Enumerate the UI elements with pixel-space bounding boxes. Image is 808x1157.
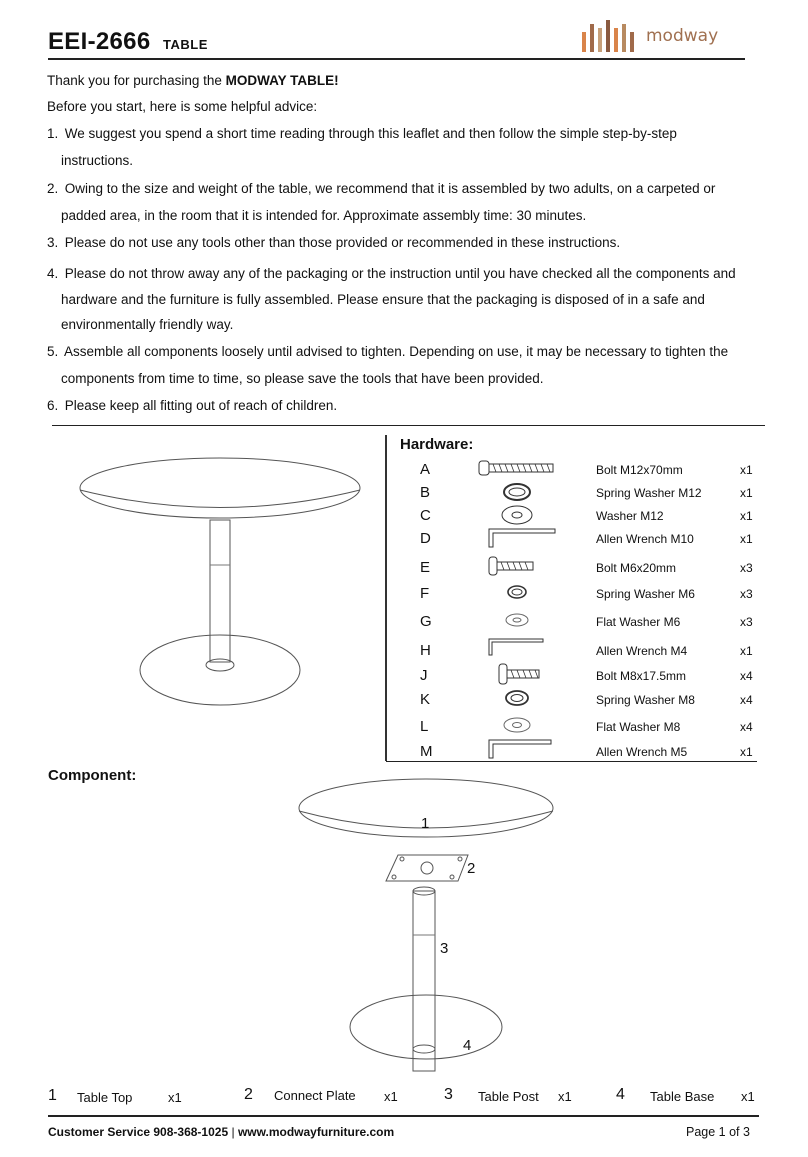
hardware-row: G Flat Washer M6 x3 bbox=[420, 613, 756, 633]
flat-washer-icon bbox=[475, 713, 615, 739]
bolt-icon bbox=[475, 554, 615, 580]
hardware-bottom-line bbox=[386, 761, 757, 762]
component-title: Component: bbox=[48, 767, 137, 784]
hardware-name: Bolt M12x70mm bbox=[596, 463, 683, 477]
spring-washer-icon bbox=[475, 580, 615, 606]
hardware-qty: x1 bbox=[740, 463, 753, 477]
flat-washer-icon bbox=[475, 608, 615, 634]
instruction-5: 5. Assemble all components loosely until advised to tighten. Depending on use, it may be necessary to tighten the components from time to time, so please save the tools that have been provided. bbox=[47, 344, 729, 386]
advice-heading: Before you start, here is some helpful advice: bbox=[47, 99, 318, 114]
instruction-2: 2. Owing to the size and weight of the table, we recommend that it is assembled by two adults, on a carpeted or padded area, in the room that it is intended for. Approximate assembly time: 30 minutes. bbox=[47, 181, 716, 223]
hardware-row: L Flat Washer M8 x4 bbox=[420, 718, 756, 738]
section-divider bbox=[52, 425, 765, 426]
callout-connect-plate: 2 bbox=[467, 860, 476, 877]
customer-service: Customer Service 908-368-1025 bbox=[48, 1125, 229, 1139]
callout-table-post: 3 bbox=[440, 940, 449, 957]
callout-table-top: 1 bbox=[421, 815, 430, 832]
instruction-1: 1. We suggest you spend a short time reading through this leaflet and then follow the simple step-by-step instructions. bbox=[47, 126, 677, 168]
thank-you-line: Thank you for purchasing the MODWAY TABLE! bbox=[47, 73, 339, 88]
model-number: EEI-2666 bbox=[48, 28, 151, 55]
hardware-letter: A bbox=[420, 461, 431, 478]
footer-divider bbox=[48, 1115, 759, 1117]
product-name: MODWAY TABLE bbox=[225, 73, 335, 88]
legend-qty: x1 bbox=[168, 1090, 182, 1105]
hardware-title: Hardware: bbox=[400, 436, 474, 453]
legend-name: Connect Plate bbox=[274, 1088, 356, 1103]
hardware-row: E Bolt M6x20mm x3 bbox=[420, 559, 756, 579]
legend-item: 4 bbox=[616, 1086, 625, 1103]
brand-name: modway bbox=[646, 26, 719, 46]
legend-name: Table Base bbox=[650, 1089, 715, 1104]
footer-contact: Customer Service 908-368-1025 | www.modwayfurniture.com bbox=[48, 1125, 395, 1139]
hardware-row: F Spring Washer M6 x3 bbox=[420, 585, 756, 605]
hardware-row: M Allen Wrench M5 x1 bbox=[420, 743, 756, 763]
hardware-row: B Spring Washer M12 x1 bbox=[420, 484, 756, 504]
legend-item: 1 bbox=[48, 1087, 57, 1104]
short-bolt-icon bbox=[475, 662, 615, 688]
hardware-row: H Allen Wrench M4 x1 bbox=[420, 642, 756, 662]
legend-qty: x1 bbox=[741, 1089, 755, 1104]
brand-logo bbox=[580, 18, 730, 56]
legend-name: Table Post bbox=[478, 1089, 539, 1104]
hardware-row bbox=[420, 461, 756, 481]
logo-bars-icon bbox=[580, 18, 640, 56]
legend-qty: x1 bbox=[384, 1089, 398, 1104]
callout-table-base: 4 bbox=[463, 1037, 472, 1054]
hardware-row: D Allen Wrench M10 x1 bbox=[420, 530, 756, 550]
hardware-row: K Spring Washer M8 x4 bbox=[420, 691, 756, 711]
instruction-4: 4. Please do not throw away any of the packaging or the instruction until you have checked all the components and hardware and the furniture is fully assembled. Please ensure that the packaging is disposed of in a safe and environmentally friendly way. bbox=[47, 266, 736, 332]
legend-item: 2 bbox=[244, 1086, 253, 1103]
hardware-divider bbox=[385, 435, 387, 761]
assembled-table-illustration bbox=[75, 455, 375, 745]
allen-wrench-icon bbox=[475, 525, 615, 551]
page-number: Page 1 of 3 bbox=[686, 1125, 750, 1139]
instruction-3: 3. Please do not use any tools other than those provided or recommended in these instructions. bbox=[47, 235, 621, 250]
hardware-row: C Washer M12 x1 bbox=[420, 507, 756, 527]
website-link[interactable]: www.modwayfurniture.com bbox=[237, 1125, 395, 1139]
spring-washer-icon bbox=[475, 686, 615, 712]
legend-item: 3 bbox=[444, 1086, 453, 1103]
exploded-view-illustration bbox=[290, 775, 570, 1075]
allen-wrench-icon bbox=[475, 637, 615, 663]
document-type: TABLE bbox=[163, 37, 208, 52]
header-divider bbox=[48, 58, 745, 60]
legend-qty: x1 bbox=[558, 1089, 572, 1104]
legend-name: Table Top bbox=[77, 1090, 133, 1105]
instruction-6: 6. Please keep all fitting out of reach of children. bbox=[47, 398, 338, 413]
hardware-row: J Bolt M8x17.5mm x4 bbox=[420, 667, 756, 687]
